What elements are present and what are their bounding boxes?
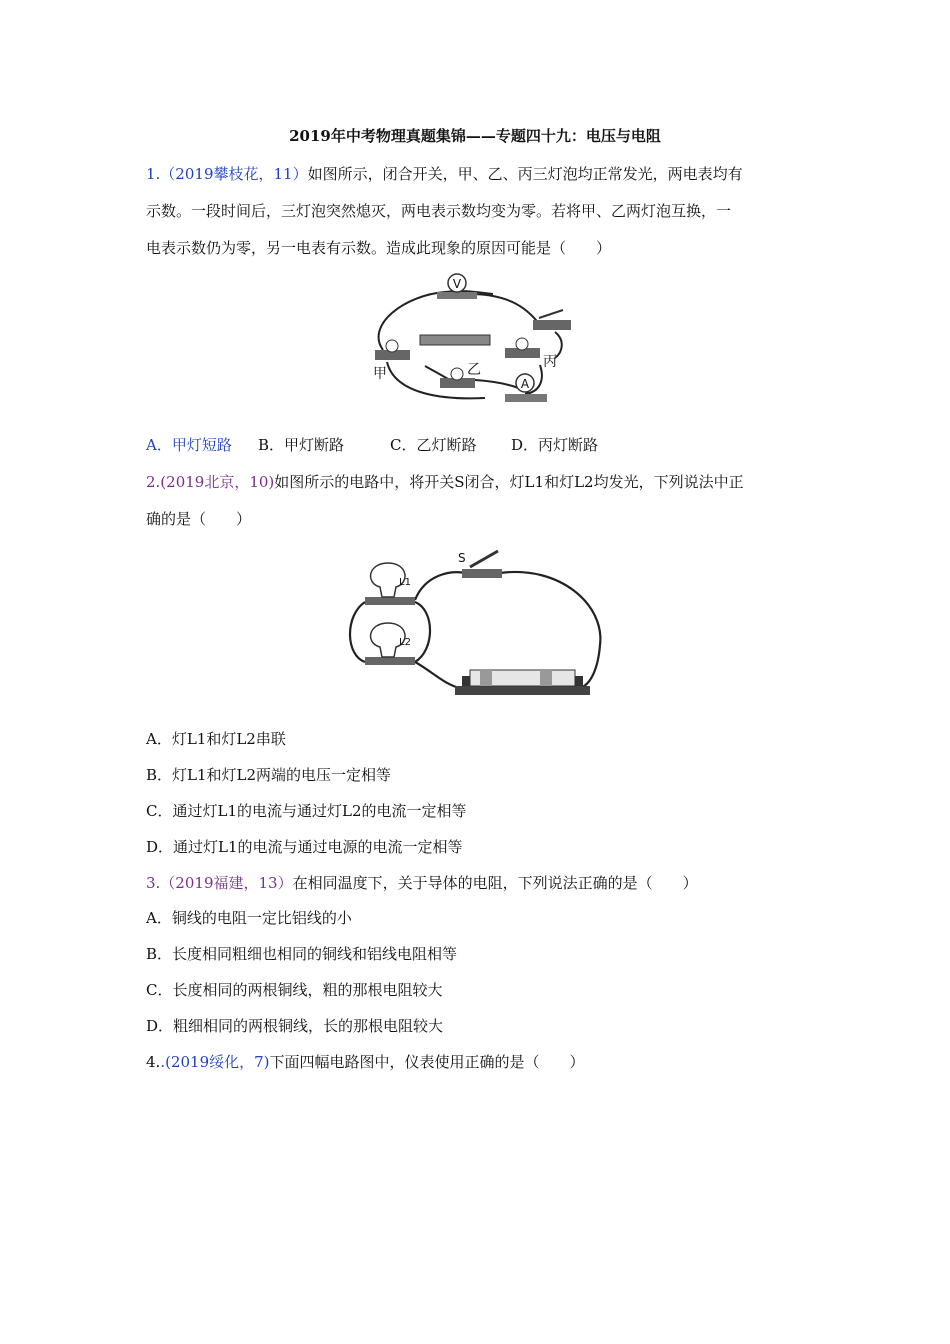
ammeter-symbol: A: [520, 377, 530, 391]
q3-option-a: A．铜线的电阻一定比铝线的小: [146, 909, 352, 927]
battery-box: [420, 335, 490, 345]
voltmeter-symbol: V: [452, 277, 462, 291]
label-yi: 乙: [467, 362, 481, 378]
q3-option-b: B．长度相同粗细也相同的铜线和铝线电阻相等: [146, 945, 458, 963]
lamp-bing: [505, 338, 540, 358]
q3-option-d: D．粗细相同的两根铜线，长的那根电阻较大: [146, 1017, 444, 1035]
q2-line-1: [146, 471, 744, 492]
q2-option-a: A．灯L1和灯L2串联: [146, 730, 286, 748]
switch-label: S: [458, 551, 466, 565]
q2-source-tag: 2.(2019北京，10): [146, 473, 275, 491]
q1-stem-3: 电表示数仍为零，另一电表有示数。造成此现象的原因可能是（ ）: [146, 239, 612, 257]
q3-source-tag: 3.（2019福建，13）: [146, 874, 293, 892]
q2-stem-1: 如图所示的电路中，将开关S闭合，灯L1和灯L2均发光，下列说法中正: [274, 473, 744, 491]
q1-option-a: A．甲灯短路: [146, 436, 232, 454]
l1-label: L1: [399, 577, 411, 588]
q1-stem-2: 示数。一段时间后，三灯泡突然熄灭，两电表示数均变为零。若将甲、乙两灯泡互换，一: [146, 202, 732, 220]
q1-source-tag: 1.（2019攀枝花，11）: [146, 165, 308, 183]
label-jia: 甲: [373, 366, 387, 382]
q1-option-b: B．甲灯断路: [258, 436, 345, 454]
q3-option-c: C．长度相同的两根铜线，粗的那根电阻较大: [146, 981, 443, 999]
q1-circuit-figure: [365, 270, 585, 412]
q4-line-1: [146, 1051, 585, 1072]
ammeter-a: [505, 374, 547, 402]
lamp-l2: [365, 623, 415, 665]
q3-line-1: [146, 872, 698, 893]
q2-option-b: B．灯L1和灯L2两端的电压一定相等: [146, 766, 392, 784]
lamp-l1: [365, 563, 415, 605]
q2-stem-2: 确的是（ ）: [146, 510, 252, 528]
q1-line-1: [146, 163, 743, 184]
q1-option-c: C．乙灯断路: [390, 436, 477, 454]
voltmeter-v: [437, 274, 477, 299]
q4-stem-1: 下面四幅电路图中，仪表使用正确的是（ ）: [269, 1053, 585, 1071]
q2-option-d: D．通过灯L1的电流与通过电源的电流一定相等: [146, 838, 463, 856]
battery-holder: [455, 670, 590, 695]
label-bing: 丙: [543, 354, 557, 370]
switch-s: [458, 551, 502, 578]
page-title: 2019年中考物理真题集锦——专题四十九：电压与电阻: [289, 127, 661, 145]
switch: [533, 310, 571, 330]
l2-label: L2: [399, 637, 411, 648]
q2-circuit-figure: [340, 545, 610, 705]
q1-option-d: D．丙灯断路: [511, 436, 599, 454]
q3-stem-1: 在相同温度下，关于导体的电阻，下列说法正确的是（ ）: [292, 874, 698, 892]
q4-source-tag: .(2019绥化，7): [160, 1053, 270, 1071]
q1-stem-1: 如图所示，闭合开关，甲、乙、丙三灯泡均正常发光，两电表均有: [307, 165, 743, 183]
q2-option-c: C．通过灯L1的电流与通过灯L2的电流一定相等: [146, 802, 467, 820]
q4-number: 4.: [146, 1053, 161, 1071]
